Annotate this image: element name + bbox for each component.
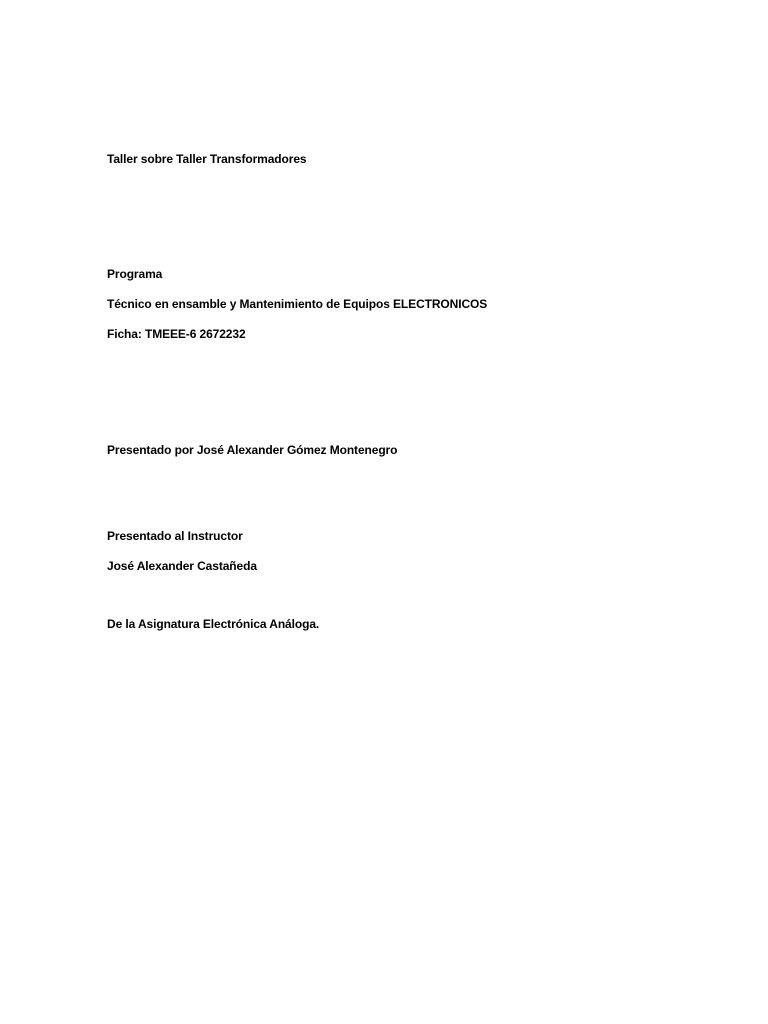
presented-to-label: Presentado al Instructor	[107, 529, 243, 543]
presented-by-line: Presentado por José Alexander Gómez Montenegro	[107, 443, 398, 457]
ficha-line: Ficha: TMEEE-6 2672232	[107, 327, 246, 341]
program-label: Programa	[107, 267, 163, 281]
program-name: Técnico en ensamble y Mantenimiento de Equipos ELECTRONICOS	[107, 297, 488, 311]
document-title: Taller sobre Taller Transformadores	[107, 152, 307, 166]
subject-line: De la Asignatura Electrónica Análoga.	[107, 617, 320, 631]
instructor-name: José Alexander Castañeda	[107, 559, 257, 573]
